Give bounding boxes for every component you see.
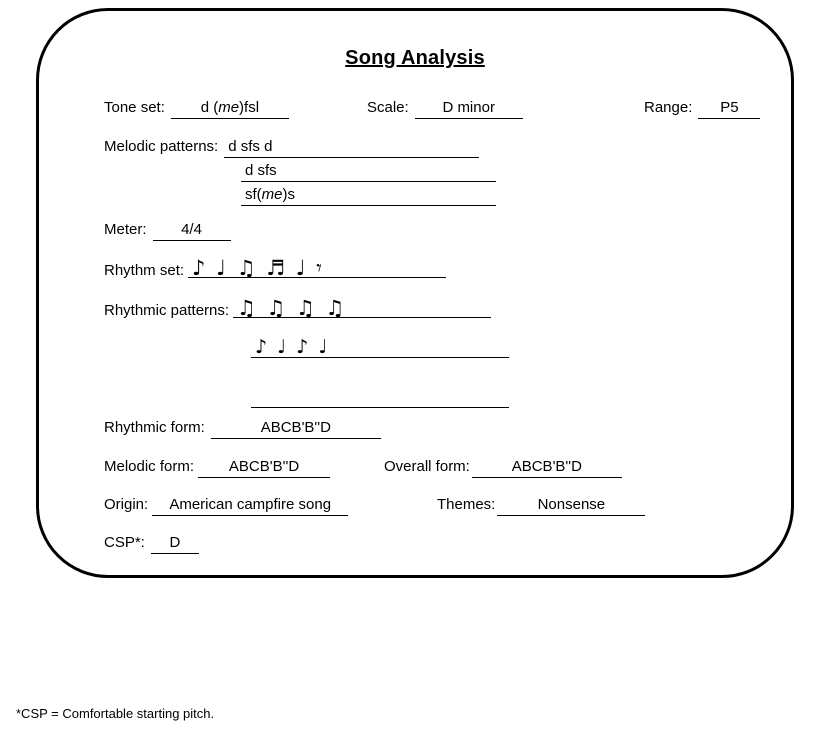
melodic-form-label: Melodic form: (104, 458, 195, 475)
melodic-pattern-line-1[interactable]: d sfs d (224, 138, 479, 158)
melodic-patterns-field (104, 138, 479, 158)
overall-form-field (384, 458, 622, 478)
tone-set-value-italic: me (218, 99, 240, 116)
range-value[interactable]: P5 (698, 99, 760, 119)
origin-value[interactable]: American campfire song (152, 496, 348, 516)
rhythmic-form-value[interactable]: ABCB'B''D (211, 419, 381, 439)
rhythmic-patterns-label: Rhythmic patterns: (104, 302, 230, 319)
csp-field (104, 534, 199, 554)
melodic-patterns-label: Melodic patterns: (104, 138, 219, 155)
origin-label: Origin: (104, 496, 149, 513)
rhythm-set-field (104, 256, 446, 280)
csp-label: CSP*: (104, 534, 145, 551)
melodic-form-field (104, 458, 330, 478)
melodic-pattern-line-3-italic: me (261, 186, 283, 203)
overall-form-value[interactable]: ABCB'B''D (472, 458, 622, 478)
melodic-pattern-line-3-pre: sf( (245, 186, 262, 203)
overall-form-label: Overall form: (384, 458, 470, 475)
tone-set-value-pre: d ( (200, 99, 219, 116)
rhythmic-form-label: Rhythmic form: (104, 419, 205, 436)
scale-label: Scale: (367, 99, 409, 116)
melodic-pattern-row-2 (241, 162, 496, 182)
tone-set-value-post: )fsl (239, 99, 260, 116)
melodic-pattern-line-3[interactable] (241, 186, 496, 206)
range-field (644, 99, 760, 119)
worksheet-card (36, 8, 794, 578)
themes-label: Themes: (437, 496, 496, 513)
tone-set-value[interactable] (171, 99, 289, 119)
rhythmic-form-field (104, 419, 381, 439)
themes-value[interactable]: Nonsense (497, 496, 645, 516)
footnote: *CSP = Comfortable starting pitch. (16, 706, 215, 721)
melodic-pattern-line-2[interactable]: d sfs (241, 162, 496, 182)
melodic-form-value[interactable]: ABCB'B''D (198, 458, 330, 478)
meter-value[interactable]: 4/4 (153, 221, 231, 241)
rhythmic-pattern-line-2[interactable]: ♪ ♩ ♪ ♩ (251, 339, 509, 358)
themes-field (437, 496, 645, 516)
rhythmic-patterns-field (104, 296, 491, 320)
melodic-pattern-line-3-post: )s (282, 186, 296, 203)
melodic-pattern-row-3 (241, 186, 496, 206)
rhythmic-pattern-line-3[interactable] (251, 389, 509, 408)
page-title: Song Analysis (345, 47, 485, 69)
scale-value[interactable]: D minor (415, 99, 523, 119)
scale-field (367, 99, 523, 119)
meter-label: Meter: (104, 221, 147, 238)
csp-value[interactable]: D (151, 534, 199, 554)
tone-set-label: Tone set: (104, 99, 165, 116)
rhythm-set-label: Rhythm set: (104, 262, 185, 279)
meter-field (104, 221, 231, 241)
rhythmic-pattern-row-3 (251, 389, 509, 408)
tone-set-field (104, 99, 289, 119)
range-label: Range: (644, 99, 693, 116)
rhythm-set-value[interactable]: ♪ ♩ ♫ ♬ ♩ 𝄾 (188, 259, 446, 278)
rhythmic-pattern-row-2 (251, 336, 509, 358)
rhythmic-pattern-line-1[interactable]: ♫ ♫ ♫ ♫ (233, 299, 491, 318)
origin-field (104, 496, 348, 516)
